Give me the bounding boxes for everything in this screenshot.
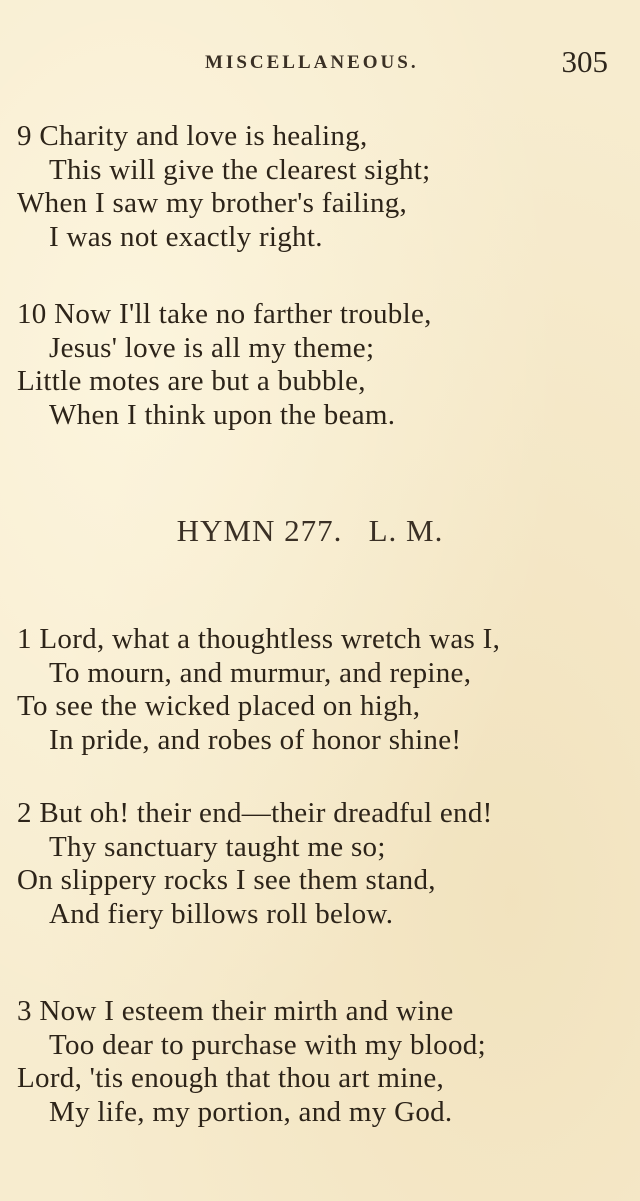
stanza-line: I was not exactly right. (49, 220, 323, 253)
hymn-stanza-1 (17, 623, 627, 757)
stanza-line: To mourn, and murmur, and repine, (49, 656, 472, 689)
hymn-stanza-3 (17, 995, 627, 1129)
stanza-line: To see the wicked placed on high, (17, 690, 421, 722)
stanza-line: Lord, 'tis enough that thou art mine, (17, 1062, 445, 1094)
stanza-number: 10 (17, 298, 47, 330)
verse-text: Lord, what a thoughtless wretch was I, (39, 623, 501, 655)
stanza-line: This will give the clearest sight; (49, 153, 431, 186)
verse-text: Now I esteem their mirth and wine (39, 995, 454, 1027)
stanza-line: Thy sanctuary taught me so; (49, 830, 386, 863)
stanza-line: Jesus' love is all my theme; (49, 331, 375, 364)
stanza-line: And fiery billows roll below. (49, 897, 394, 930)
stanza-number: 3 (17, 995, 32, 1027)
stanza-line: On slippery rocks I see them stand, (17, 864, 436, 896)
hymn-stanza-2 (17, 797, 627, 931)
stanza-line: When I saw my brother's failing, (17, 187, 408, 219)
stanza-line (17, 995, 627, 1029)
stanza-line: Too dear to purchase with my blood; (49, 1028, 486, 1061)
hymn-heading: HYMN 277. L. M. (176, 513, 444, 548)
verse-text: But oh! their end—their dreadful end! (39, 797, 493, 829)
verse-text: Now I'll take no farther trouble, (54, 298, 432, 330)
stanza-line: In pride, and robes of honor shine! (49, 723, 462, 756)
stanza-9 (17, 120, 627, 254)
stanza-line (17, 298, 627, 332)
stanza-number: 9 (17, 120, 32, 152)
stanza-line (17, 120, 627, 154)
stanza-line (17, 797, 627, 831)
stanza-10 (17, 298, 627, 432)
stanza-number: 2 (17, 797, 32, 829)
stanza-line: When I think upon the beam. (49, 398, 396, 431)
stanza-line: Little motes are but a bubble, (17, 365, 366, 397)
page-number: 305 (561, 44, 608, 79)
stanza-number: 1 (17, 623, 32, 655)
stanza-line: My life, my portion, and my God. (49, 1095, 453, 1128)
verse-text: Charity and love is healing, (39, 120, 368, 152)
running-head: MISCELLANEOUS. (205, 52, 419, 73)
stanza-line (17, 623, 627, 657)
